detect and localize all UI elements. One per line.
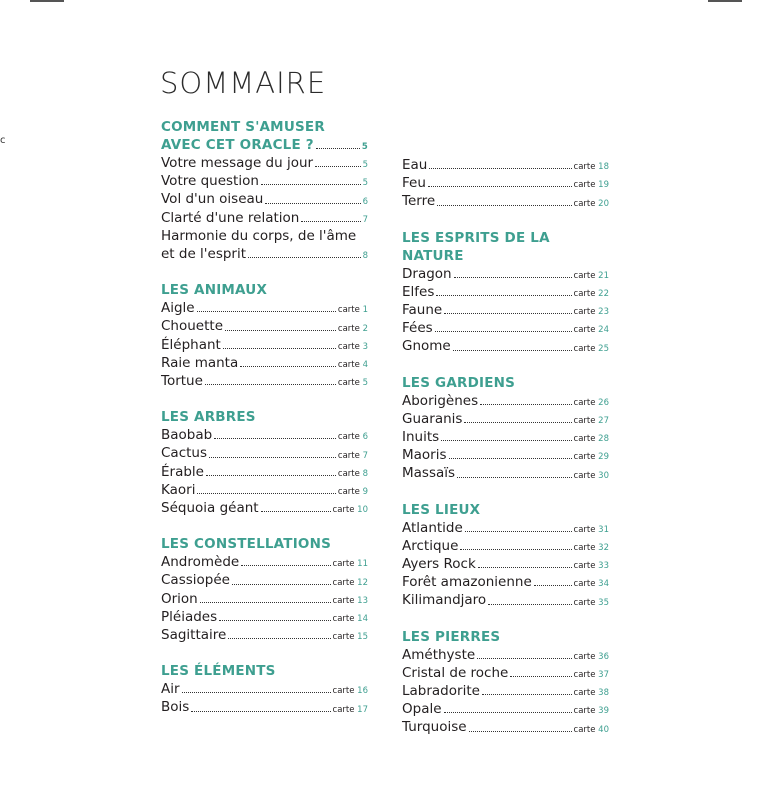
toc-entry-label: Sagittaire <box>161 627 227 644</box>
dot-leader <box>482 694 572 695</box>
section-heading: LES LIEUX <box>402 501 481 518</box>
heading-text: AVEC CET ORACLE ? <box>161 137 314 153</box>
card-number: 11 <box>357 559 368 570</box>
dot-leader <box>454 277 572 278</box>
card-word: carte <box>337 468 360 479</box>
card-word: carte <box>573 416 596 427</box>
toc-section-intro <box>161 118 368 263</box>
dot-leader <box>223 348 336 349</box>
card-number: 12 <box>357 577 368 588</box>
card-number: 14 <box>357 614 368 625</box>
toc-entry-label: Terre <box>402 193 436 210</box>
card-word: carte <box>573 651 596 662</box>
card-number: 3 <box>362 341 368 352</box>
card-reference <box>574 650 609 664</box>
dot-leader <box>478 567 572 568</box>
card-reference <box>338 485 368 499</box>
card-reference <box>333 703 368 717</box>
toc-entry-label: Turquoise <box>402 719 467 736</box>
card-word: carte <box>573 397 596 408</box>
dot-leader <box>469 731 572 732</box>
toc-entry <box>161 608 368 626</box>
card-number: 6 <box>362 196 368 207</box>
card-number: 30 <box>598 470 609 481</box>
card-word: carte <box>573 325 596 336</box>
toc-entry <box>161 626 368 644</box>
dot-leader <box>232 584 331 585</box>
toc-entry <box>161 463 368 481</box>
toc-entry <box>402 555 609 573</box>
card-reference <box>338 449 368 463</box>
card-word: carte <box>573 289 596 300</box>
toc-entry <box>161 481 368 499</box>
toc-entry-label: Tortue <box>161 373 203 390</box>
card-number: 7 <box>362 450 368 461</box>
toc-entry <box>402 646 609 664</box>
card-reference <box>363 195 368 209</box>
card-reference <box>574 596 609 610</box>
dot-leader <box>488 604 571 605</box>
card-word: carte <box>573 307 596 318</box>
toc-entry <box>161 209 368 227</box>
card-word: carte <box>332 505 355 516</box>
card-word: carte <box>573 597 596 608</box>
card-number: 16 <box>357 686 368 697</box>
dot-leader <box>435 331 572 332</box>
crop-mark-right <box>708 0 742 2</box>
dot-leader <box>465 531 572 532</box>
card-number: 17 <box>357 704 368 715</box>
toc-section <box>161 408 368 517</box>
card-reference <box>338 467 368 481</box>
card-number: 20 <box>598 198 609 209</box>
dot-leader <box>219 620 330 621</box>
dot-leader <box>534 585 572 586</box>
card-reference <box>574 269 609 283</box>
card-number: 40 <box>598 724 609 735</box>
toc-entry <box>161 172 368 190</box>
card-word: carte <box>337 378 360 389</box>
card-number: 18 <box>598 162 609 173</box>
section-heading: LES ANIMAUX <box>161 282 268 299</box>
toc-entry <box>161 354 368 372</box>
dot-leader <box>457 477 571 478</box>
card-reference <box>574 323 609 337</box>
card-word: carte <box>573 270 596 281</box>
card-reference <box>574 197 609 211</box>
card-reference <box>574 577 609 591</box>
card-word: carte <box>332 614 355 625</box>
section-heading: LES ESPRITS DE LA NATURE <box>402 229 550 264</box>
card-word: carte <box>573 470 596 481</box>
card-reference <box>333 594 368 608</box>
card-number: 2 <box>362 323 368 334</box>
toc-section <box>402 374 609 483</box>
dot-leader <box>437 205 571 206</box>
card-word: carte <box>337 323 360 334</box>
card-word: carte <box>337 487 360 498</box>
toc-entry-label: Pléiades <box>161 608 218 625</box>
dot-leader <box>206 475 336 476</box>
toc-entry-label: Inuits <box>402 429 440 446</box>
card-reference <box>574 559 609 573</box>
toc-entry-label: Faune <box>402 302 443 319</box>
toc-column-right <box>402 156 609 737</box>
card-reference <box>574 287 609 301</box>
card-word: carte <box>573 670 596 681</box>
dot-leader <box>460 549 571 550</box>
toc-section <box>402 501 609 610</box>
card-reference <box>333 612 368 626</box>
dot-leader <box>449 458 572 459</box>
toc-entry <box>402 428 609 446</box>
card-reference <box>574 668 609 682</box>
toc-entry-label: Elfes <box>402 283 435 300</box>
toc-entry <box>402 537 609 555</box>
dot-leader <box>225 330 336 331</box>
toc-entry <box>402 265 609 283</box>
dot-leader <box>197 493 335 494</box>
toc-entry-label: et de l'esprit <box>161 246 247 263</box>
toc-entry <box>161 299 368 317</box>
card-reference <box>574 723 609 737</box>
card-word: carte <box>332 595 355 606</box>
toc-entry-label: Séquoia géant <box>161 500 259 517</box>
dot-leader <box>477 658 571 659</box>
toc-entry-label: Érable <box>161 463 204 480</box>
toc-section <box>402 229 609 356</box>
card-number: 5 <box>362 178 368 189</box>
page-number: 5 <box>361 142 368 152</box>
toc-entry-label: Votre question <box>161 173 259 190</box>
card-word: carte <box>332 686 355 697</box>
dot-leader <box>429 168 571 169</box>
card-reference <box>338 376 368 390</box>
card-number: 32 <box>598 543 609 554</box>
card-reference <box>574 396 609 410</box>
section-heading: LES PIERRES <box>402 628 501 645</box>
dot-leader <box>436 295 571 296</box>
toc-entry-label: Clarté d'une relation <box>161 209 300 226</box>
card-word: carte <box>573 452 596 463</box>
card-reference <box>363 176 368 190</box>
toc-entry <box>402 718 609 736</box>
toc-entry-label: Votre message du jour <box>161 155 314 171</box>
card-word: carte <box>573 561 596 572</box>
dot-leader <box>428 186 572 187</box>
toc-entry <box>161 426 368 444</box>
toc-entry-label: Vol d'un oiseau <box>161 191 264 208</box>
toc-entry-label: Kilimandjaro <box>402 592 487 609</box>
dot-leader <box>241 565 330 566</box>
card-reference <box>574 305 609 319</box>
card-reference <box>574 414 609 428</box>
toc-section <box>161 662 368 716</box>
card-word: carte <box>573 180 596 191</box>
dot-leader <box>453 350 572 351</box>
card-word: carte <box>573 434 596 445</box>
card-reference <box>363 213 368 227</box>
section-heading: LES GARDIENS <box>402 374 516 391</box>
dot-leader <box>191 711 330 712</box>
dot-leader <box>209 457 336 458</box>
card-number: 5 <box>362 378 368 389</box>
toc-entry <box>161 590 368 608</box>
card-reference <box>574 342 609 356</box>
card-number: 5 <box>362 160 368 171</box>
toc-entry-label: Eau <box>402 157 428 173</box>
toc-entry-label: Ayers Rock <box>402 556 476 573</box>
dot-leader <box>261 184 361 185</box>
card-word: carte <box>573 724 596 735</box>
card-number: 23 <box>598 307 609 318</box>
card-number: 38 <box>598 688 609 699</box>
card-word: carte <box>573 579 596 590</box>
toc-entry-label: Labradorite <box>402 683 480 700</box>
card-reference <box>338 322 368 336</box>
card-reference <box>338 430 368 444</box>
card-number: 21 <box>598 270 609 281</box>
toc-entry <box>402 301 609 319</box>
card-number: 13 <box>357 595 368 606</box>
card-reference <box>574 541 609 555</box>
toc-entry <box>402 283 609 301</box>
card-number: 8 <box>362 468 368 479</box>
page-number: 8 <box>362 251 368 262</box>
card-reference <box>574 178 609 192</box>
toc-entry <box>161 317 368 335</box>
card-number: 33 <box>598 561 609 572</box>
toc-entry-label: Maoris <box>402 447 447 464</box>
dot-leader <box>464 422 571 423</box>
card-word: carte <box>332 704 355 715</box>
card-word: carte <box>337 432 360 443</box>
toc-entry <box>161 553 368 571</box>
page-title: SOMMAIRE <box>160 66 327 100</box>
card-word: carte <box>332 577 355 588</box>
toc-entry-label: Andromède <box>161 554 240 571</box>
toc-entry <box>402 446 609 464</box>
toc-entry-label: Aborigènes <box>402 392 479 409</box>
toc-entry-label: Feu <box>402 175 426 192</box>
toc-entry <box>161 154 368 172</box>
card-number: 4 <box>362 360 368 371</box>
toc-column-left <box>161 118 368 717</box>
toc-entry <box>161 372 368 390</box>
card-reference <box>333 503 368 517</box>
card-word: carte <box>337 360 360 371</box>
dot-leader <box>214 438 336 439</box>
card-reference <box>338 303 368 317</box>
card-number: 24 <box>598 325 609 336</box>
card-number: 35 <box>598 597 609 608</box>
card-word: carte <box>573 343 596 354</box>
toc-entry <box>402 392 609 410</box>
card-reference <box>574 469 609 483</box>
toc-entry-label: Kaori <box>161 481 196 498</box>
toc-entry-label: Gnome <box>402 338 451 355</box>
toc-entry <box>161 698 368 716</box>
toc-entry <box>402 519 609 537</box>
toc-entry <box>402 700 609 718</box>
card-number: 37 <box>598 670 609 681</box>
card-number: 34 <box>598 579 609 590</box>
card-word: carte <box>337 450 360 461</box>
dot-leader <box>200 602 331 603</box>
dot-leader <box>197 311 336 312</box>
toc-entry-label: Atlantide <box>402 519 463 536</box>
section-heading-line2 <box>161 136 368 154</box>
card-number: 1 <box>362 305 368 316</box>
toc-entry <box>161 190 368 208</box>
toc-entry <box>161 444 368 462</box>
card-number: 39 <box>598 706 609 717</box>
card-number: 29 <box>598 452 609 463</box>
toc-entry-label: Cassiopée <box>161 572 230 589</box>
card-number: 27 <box>598 416 609 427</box>
card-reference <box>363 158 368 172</box>
toc-entry-label: Dragon <box>402 265 452 282</box>
section-heading: LES ÉLÉMENTS <box>161 663 276 680</box>
toc-entry <box>402 192 609 210</box>
toc-entry <box>402 410 609 428</box>
toc-section <box>402 628 609 737</box>
card-word: carte <box>573 706 596 717</box>
toc-entry <box>402 156 609 174</box>
card-reference <box>333 557 368 571</box>
card-number: 7 <box>362 214 368 225</box>
dot-leader <box>510 676 571 677</box>
toc-entry-label: Harmonie du corps, de l'âme <box>161 227 357 244</box>
toc-entry-label: Arctique <box>402 537 459 554</box>
dot-leader <box>315 166 360 167</box>
card-reference <box>338 358 368 372</box>
card-word: carte <box>573 524 596 535</box>
toc-entry-label: Opale <box>402 701 442 718</box>
card-word: carte <box>573 162 596 173</box>
toc-entry-label: Cristal de roche <box>402 664 509 681</box>
card-word: carte <box>573 543 596 554</box>
section-heading: LES CONSTELLATIONS <box>161 536 332 553</box>
toc-entry <box>161 680 368 698</box>
dot-leader <box>205 384 336 385</box>
card-number: 28 <box>598 434 609 445</box>
card-reference <box>333 630 368 644</box>
stray-text: c <box>0 135 6 146</box>
toc-entry-label: Massaïs <box>402 465 456 482</box>
card-number: 9 <box>362 487 368 498</box>
card-number: 19 <box>598 180 609 191</box>
dot-leader <box>265 203 360 204</box>
card-reference <box>574 432 609 446</box>
card-reference <box>574 450 609 464</box>
toc-entry-label: Améthyste <box>402 646 476 663</box>
toc-section <box>161 281 368 390</box>
card-number: 22 <box>598 289 609 300</box>
card-reference <box>574 686 609 700</box>
toc-entry <box>402 319 609 337</box>
dot-leader <box>182 692 331 693</box>
toc-section <box>161 535 368 644</box>
card-word: carte <box>337 305 360 316</box>
toc-entry <box>161 336 368 354</box>
card-number: 15 <box>357 632 368 643</box>
toc-entry <box>161 245 368 263</box>
toc-entry-label: Bois <box>161 699 190 716</box>
toc-entry <box>161 571 368 589</box>
card-word: carte <box>332 632 355 643</box>
dot-leader <box>248 257 361 258</box>
dot-leader <box>240 366 336 367</box>
card-word: carte <box>332 559 355 570</box>
toc-entry <box>402 464 609 482</box>
toc-entry-label: Orion <box>161 590 198 607</box>
toc-entry-label: Chouette <box>161 318 223 335</box>
toc-entry <box>402 664 609 682</box>
toc-entry <box>402 337 609 355</box>
card-reference <box>574 704 609 718</box>
toc-entry <box>402 174 609 192</box>
card-word: carte <box>573 198 596 209</box>
toc-entry <box>402 573 609 591</box>
toc-entry <box>402 682 609 700</box>
toc-entry-label: Guaranis <box>402 410 463 427</box>
section-heading: LES ARBRES <box>161 409 256 426</box>
toc-entry-label: Air <box>161 681 180 698</box>
card-reference <box>574 160 609 174</box>
card-number: 31 <box>598 524 609 535</box>
dot-leader <box>441 440 571 441</box>
toc-entry-label: Baobab <box>161 427 213 444</box>
toc-entry-label: Aigle <box>161 300 195 317</box>
dot-leader <box>444 712 572 713</box>
card-number: 26 <box>598 397 609 408</box>
dot-leader <box>301 221 360 222</box>
crop-mark-left <box>30 0 64 2</box>
card-word: carte <box>573 688 596 699</box>
card-number: 6 <box>362 432 368 443</box>
card-reference <box>338 340 368 354</box>
card-number: 36 <box>598 651 609 662</box>
card-number: 10 <box>357 505 368 516</box>
card-word: carte <box>337 341 360 352</box>
card-number: 25 <box>598 343 609 354</box>
toc-entry-label: Cactus <box>161 445 208 462</box>
dot-leader <box>261 511 331 512</box>
toc-entry-label: Forêt amazonienne <box>402 574 532 591</box>
card-reference <box>574 523 609 537</box>
toc-entry-label: Raie manta <box>161 354 239 371</box>
dot-leader <box>228 638 330 639</box>
dot-leader <box>444 313 571 314</box>
dot-leader <box>480 404 571 405</box>
toc-entry <box>402 591 609 609</box>
toc-entry-label: Éléphant <box>161 336 221 353</box>
card-reference <box>333 576 368 590</box>
card-reference <box>333 684 368 698</box>
toc-entry-label: Fées <box>402 320 433 337</box>
toc-entry <box>161 499 368 517</box>
section-heading: COMMENT S'AMUSER <box>161 119 325 135</box>
dot-leader <box>316 148 360 149</box>
